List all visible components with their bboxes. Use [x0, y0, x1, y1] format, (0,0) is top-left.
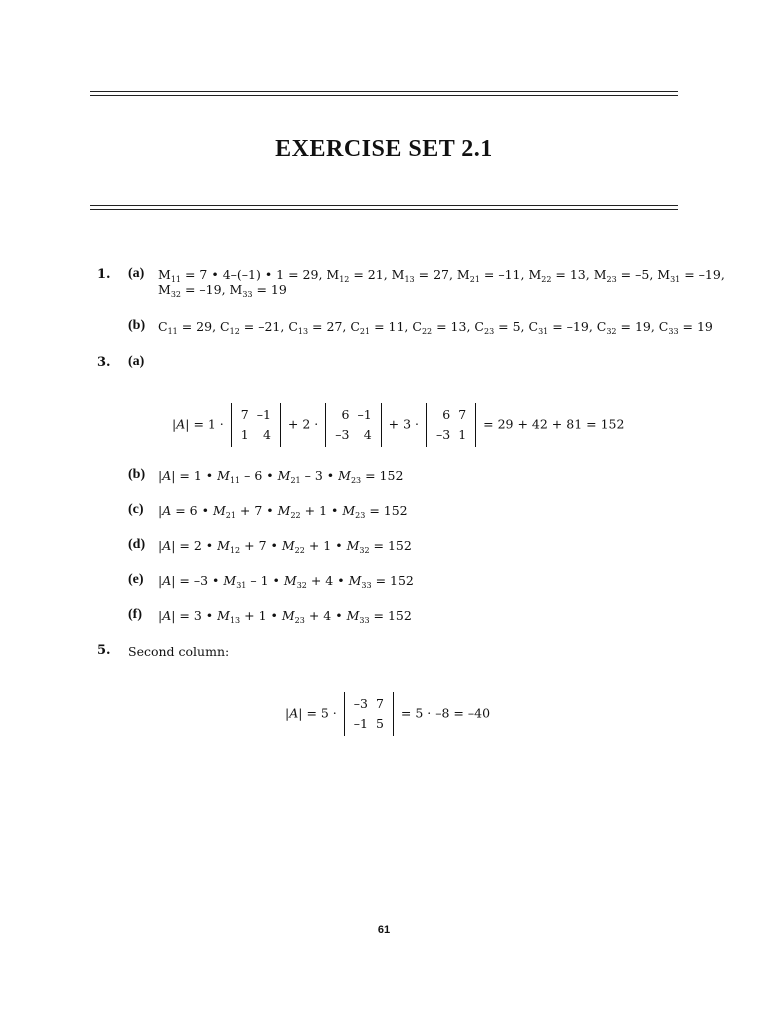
problem-3d-label: (d) [128, 537, 146, 552]
problem-3a-formula: |A| = 1 · 7 –1 1 4 + 2 · 6 –1 –3 4 + 3 · 6 7 –3 1 = 29 + 42 + 81 = 152 [172, 403, 624, 447]
det2-cell: 4 [363, 427, 372, 442]
problem-3a-label: (a) [128, 354, 145, 369]
title-rule-2 [90, 209, 678, 210]
problem-3e-label: (e) [128, 572, 144, 587]
det1-cell: 4 [262, 427, 271, 442]
problem-1a-answer: $M_{11} = 7$ • 4–(–1) • 1 = 29, $M_{12} = 21$, $M_{13} = 27$, $M_{21} = -11$, $M_{22} = 13$, $M_{23} = -5$, $M_{31} = -19$, $M_{32} = -19$, $M_{33} = 19$ [158, 267, 725, 299]
problem-5-result: = 5 · –8 = –40 [400, 705, 491, 721]
problem-3c-answer: |A = 6 • $M_{21} + 7$ • $M_{22} + 1$ • $M_{23} = 152$ [158, 503, 408, 520]
determinant-1 [231, 403, 281, 447]
coef-1: = 1 · [193, 416, 224, 432]
det-p5-cell: –3 [353, 696, 368, 711]
problem-1b-answer: $C_{11} = 29$, $C_{12} = -21$, $C_{13} = 27$, $C_{21} = 11$, $C_{22} = 13$, $C_{23} = 5$, $C_{31} = -19$, $C_{32} = 19$, $C_{33} = 19$ [158, 319, 713, 336]
problem-5-number: 5. [97, 643, 111, 658]
det-p5-cell: –1 [353, 716, 368, 731]
top-rule-1 [90, 91, 678, 92]
problem-3e-answer: |A| = –3 • $M_{31} - 1$ • $M_{32} + 4$ • $M_{33} = 152$ [158, 573, 414, 590]
problem-3b-label: (b) [128, 467, 146, 482]
det-p5-cell: 5 [375, 716, 384, 731]
det3-cell: 1 [458, 427, 467, 442]
determinant-3 [426, 403, 476, 447]
problem-3b-answer: |A| = 1 • $M_{11} - 6$ • $M_{21} - 3$ • $M_{23} = 152$ [158, 468, 404, 485]
det2-cell: –3 [335, 427, 350, 442]
p5-coef: = 5 · [306, 705, 337, 721]
problem-1b-label: (b) [128, 318, 146, 333]
det2-cell: –1 [357, 407, 372, 422]
page-title: EXERCISE SET 2.1 [275, 136, 493, 162]
problem-3d-answer: |A| = 2 • $M_{12} + 7$ • $M_{22} + 1$ • $M_{32} = 152$ [158, 538, 412, 555]
title-rule-1 [90, 205, 678, 206]
problem-3a-result: = 29 + 42 + 81 = 152 [483, 416, 625, 432]
det1-cell: 7 [240, 407, 249, 422]
det2-cell: 6 [341, 407, 350, 422]
coef-2: + 2 · [287, 416, 319, 432]
det3-cell: 7 [458, 407, 467, 422]
det-p5-cell: 7 [375, 696, 384, 711]
problem-3f-label: (f) [128, 607, 142, 622]
det3-cell: –3 [436, 427, 451, 442]
determinant-2 [325, 403, 381, 447]
coef-3: + 3 · [388, 416, 420, 432]
problem-3-number: 3. [97, 355, 111, 370]
problem-1-number: 1. [97, 267, 111, 282]
top-rule-2 [90, 95, 678, 96]
problem-5-text: Second column: [128, 644, 230, 659]
det1-cell: 1 [240, 427, 249, 442]
page-number: 61 [377, 924, 391, 936]
problem-3c-label: (c) [128, 502, 144, 517]
problem-5-formula: |A| = 5 · –3 7 –1 5 = 5 · –8 = –40 [285, 692, 490, 736]
det3-cell: 6 [442, 407, 451, 422]
problem-1a-label: (a) [128, 266, 145, 281]
det1-cell: –1 [256, 407, 271, 422]
determinant-p5 [344, 692, 394, 736]
problem-3f-answer: |A| = 3 • $M_{13} + 1$ • $M_{23} + 4$ • $M_{33} = 152$ [158, 608, 412, 625]
